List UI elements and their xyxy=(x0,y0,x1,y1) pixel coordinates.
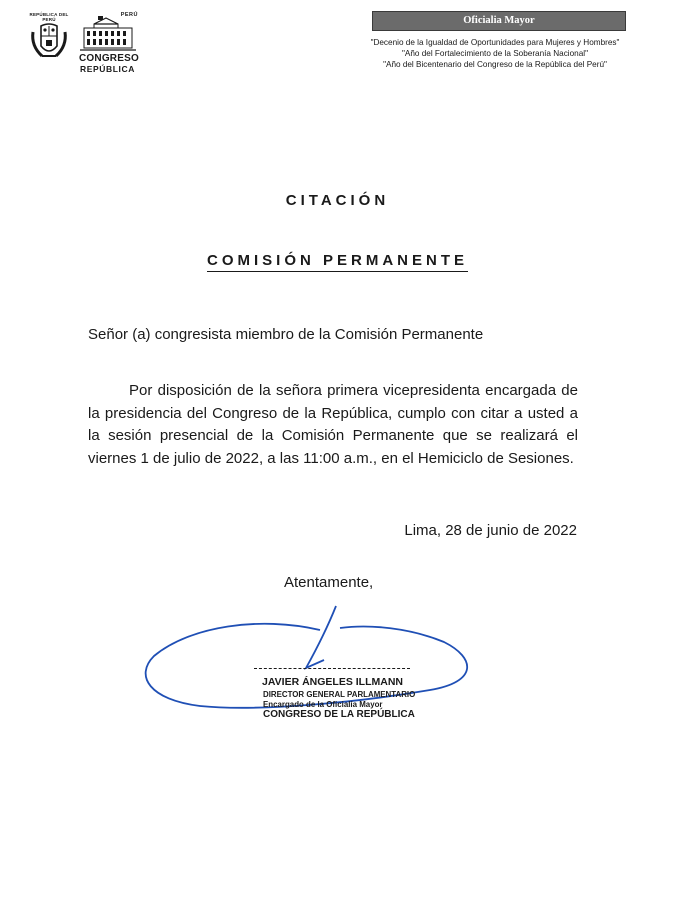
subtitle-text: COMISIÓN PERMANENTE xyxy=(207,252,468,272)
document-title: CITACIÓN xyxy=(285,192,390,209)
body-paragraph: Por disposición de la señora primera vicepresidenta encargada de la presidencia del Congreso de la República, cumplo con citar a usted a la sesión presencial de la Comisión Permanente que se realizará el viernes 1 de julio de 2022, a las 11:00 a.m., en el Hemiciclo de Sesiones. xyxy=(88,382,578,467)
signature-line xyxy=(254,668,410,669)
congreso-logo xyxy=(76,10,144,74)
year-line: "Año del Fortalecimiento de la Soberanía Nacional" xyxy=(401,49,589,58)
document-subtitle xyxy=(0,252,675,269)
bicentenario-line: "Año del Bicentenario del Congreso de la República del Perú" xyxy=(383,60,607,69)
place-date: Lima, 28 de junio de 2022 xyxy=(404,522,577,539)
decenio-line: "Decenio de la Igualdad de Oportunidades para Mujeres y Hombres" xyxy=(370,38,620,47)
office-banner: Oficialia Mayor xyxy=(372,11,626,31)
signatory-name: JAVIER ÁNGELES ILLMANN xyxy=(262,676,403,688)
institution-name-line1: CONGRESO xyxy=(79,53,139,64)
closing: Atentamente, xyxy=(284,574,374,591)
greeting: Señor (a) congresista miembro de la Comisión Permanente xyxy=(88,326,484,343)
signatory-institution: CONGRESO DE LA REPÚBLICA xyxy=(263,709,415,720)
peru-label: PERÚ xyxy=(120,12,138,18)
institution-name-line2: REPÚBLICA xyxy=(80,64,135,74)
signatory-title: DIRECTOR GENERAL PARLAMENTARIO xyxy=(263,689,416,699)
seal-caption: REPÚBLICA DEL PERÚ xyxy=(29,12,69,22)
signatory-role: Encargado de la Oficialía Mayor xyxy=(263,699,383,709)
national-seal-logo xyxy=(28,12,70,68)
